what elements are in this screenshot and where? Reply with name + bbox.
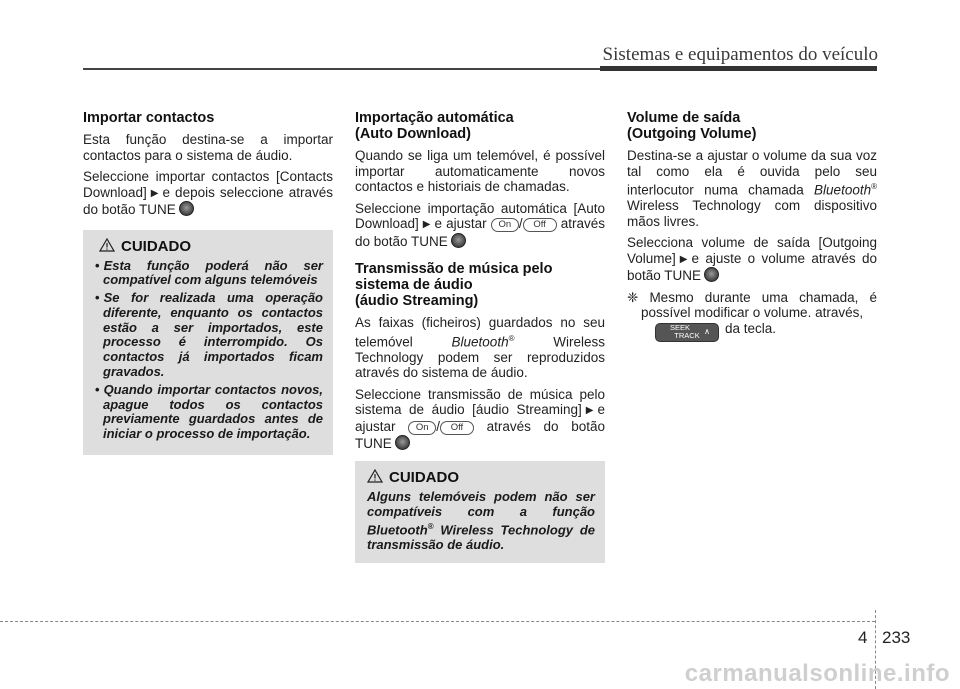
heading-outgoing-volume: [627, 110, 877, 142]
heading-audio-streaming: [355, 261, 605, 309]
text: e depois seleccione através do botão TUNE: [83, 184, 333, 217]
paragraph: [627, 148, 877, 229]
bluetooth-text: Bluetooth: [451, 334, 509, 349]
paragraph: [355, 201, 605, 250]
page-number: 233: [882, 628, 911, 647]
seek-track-key-icon: ∨ SEEK TRACK ∧: [655, 323, 719, 342]
heading-line: sistema de áudio: [355, 277, 473, 293]
column-import-contacts: [83, 110, 333, 455]
paragraph: [355, 387, 605, 452]
note: [627, 290, 877, 342]
column-outgoing-volume: [627, 110, 877, 348]
seek-label: SEEK: [669, 322, 690, 332]
bluetooth-text: Bluetooth: [814, 182, 872, 198]
caution-item: • Esta função poderá não ser compatível com alguns telemóveis: [91, 259, 323, 289]
tune-knob-icon: [704, 267, 719, 282]
caution-list: [91, 259, 323, 443]
caution-title: [367, 469, 595, 486]
paragraph: Esta função destina-se a importar contactos para o sistema de áudio.: [83, 132, 333, 163]
text: Wireless Technology com dispositivo mãos livres.: [627, 198, 877, 229]
bluetooth-text: Bluetooth: [367, 521, 428, 537]
registered-mark: ®: [871, 182, 877, 191]
heading-line: (áudio Streaming): [355, 293, 479, 309]
triangle-right-icon: ▶: [585, 405, 594, 416]
chapter-number: 4: [858, 628, 868, 647]
triangle-right-icon: ▶: [150, 187, 159, 199]
text: Selecciona volume de saída [Outgoing Volume]: [627, 235, 877, 266]
warning-icon: [367, 469, 383, 483]
caution-item: • Quando importar contactos novos, apague todos os contactos previamente guardados antes de iniciar o processo de importação.: [91, 383, 323, 442]
column-auto-download: [355, 110, 605, 563]
text: e ajustar: [434, 216, 487, 231]
tune-knob-icon: [179, 201, 194, 216]
off-pill: Off: [440, 421, 474, 435]
heading-line: (Outgoing Volume): [627, 126, 757, 142]
separator: /: [436, 418, 440, 434]
header-title: Sistemas e equipamentos do veículo: [602, 44, 878, 65]
track-label: TRACK: [674, 330, 700, 340]
on-pill: On: [408, 421, 436, 435]
heading-line: Transmissão de música pelo: [355, 261, 553, 277]
caution-text: [367, 490, 595, 553]
caution-title: [91, 238, 323, 255]
caution-label: CUIDADO: [121, 237, 191, 255]
text: Seleccione importar contactos [Contacts Download]: [83, 169, 333, 200]
paragraph: Quando se liga um telemóvel, é possível importar automaticamente novos contactos e historiais de chamadas.: [355, 148, 605, 194]
paragraph: [355, 315, 605, 381]
text: através do botão TUNE: [355, 216, 605, 249]
triangle-right-icon: ▶: [422, 219, 431, 230]
text: Seleccione transmissão de música pelo sistema de áudio [áudio Streaming]: [355, 386, 605, 417]
note-text: Mesmo durante uma chamada, é possível modificar o volume. através,: [641, 289, 877, 320]
footer-rule: [0, 621, 875, 622]
heading-import-contacts: Importar contactos: [83, 110, 215, 126]
heading-auto-download: [355, 110, 605, 142]
text: As faixas (ficheiros) guardados no seu telemóvel: [355, 315, 605, 349]
paragraph: [83, 169, 333, 218]
text: e ajuste o volume através do botão TUNE: [627, 250, 877, 283]
triangle-right-icon: ▶: [679, 253, 688, 265]
caution-box: [355, 461, 605, 563]
text: e ajustar: [355, 402, 605, 434]
header-rule-accent: [600, 66, 877, 71]
text: Alguns telemóveis podem não ser compatíveis com a função: [367, 489, 595, 519]
tune-knob-icon: [451, 233, 466, 248]
registered-mark: ®: [508, 333, 515, 343]
registered-mark: ®: [427, 521, 434, 531]
text: Seleccione importação automática [Auto Download]: [355, 200, 605, 231]
note-end: da tecla.: [725, 320, 777, 336]
heading-line: (Auto Download): [355, 126, 471, 142]
heading-line: Volume de saída: [627, 110, 741, 126]
caution-item: • Se for realizada uma operação diferente, enquanto os contactos estão a ser importados, este processo é interrompido. Os contactos já importados ficam gravados.: [91, 291, 323, 380]
caution-box: [83, 230, 333, 456]
separator: /: [518, 216, 523, 231]
warning-icon: [99, 238, 115, 252]
tune-knob-icon: [395, 435, 410, 450]
caution-label: CUIDADO: [389, 469, 459, 486]
text: Wireless Technology podem ser reproduzidos através do sistema de áudio.: [355, 334, 605, 380]
text: Wireless Technology de transmissão de áudio.: [367, 521, 595, 552]
text: através do botão TUNE: [355, 418, 605, 451]
heading-line: Importação automática: [355, 110, 514, 126]
note-symbol: ❈: [627, 289, 639, 305]
watermark: carmanualsonline.info: [684, 660, 950, 687]
paragraph: [627, 235, 877, 284]
text: Destina-se a ajustar o volume da sua voz tal como ela é ouvida pelo seu interlocutor numa chamada: [627, 148, 877, 198]
on-pill: On: [491, 218, 519, 232]
off-pill: Off: [523, 218, 557, 232]
